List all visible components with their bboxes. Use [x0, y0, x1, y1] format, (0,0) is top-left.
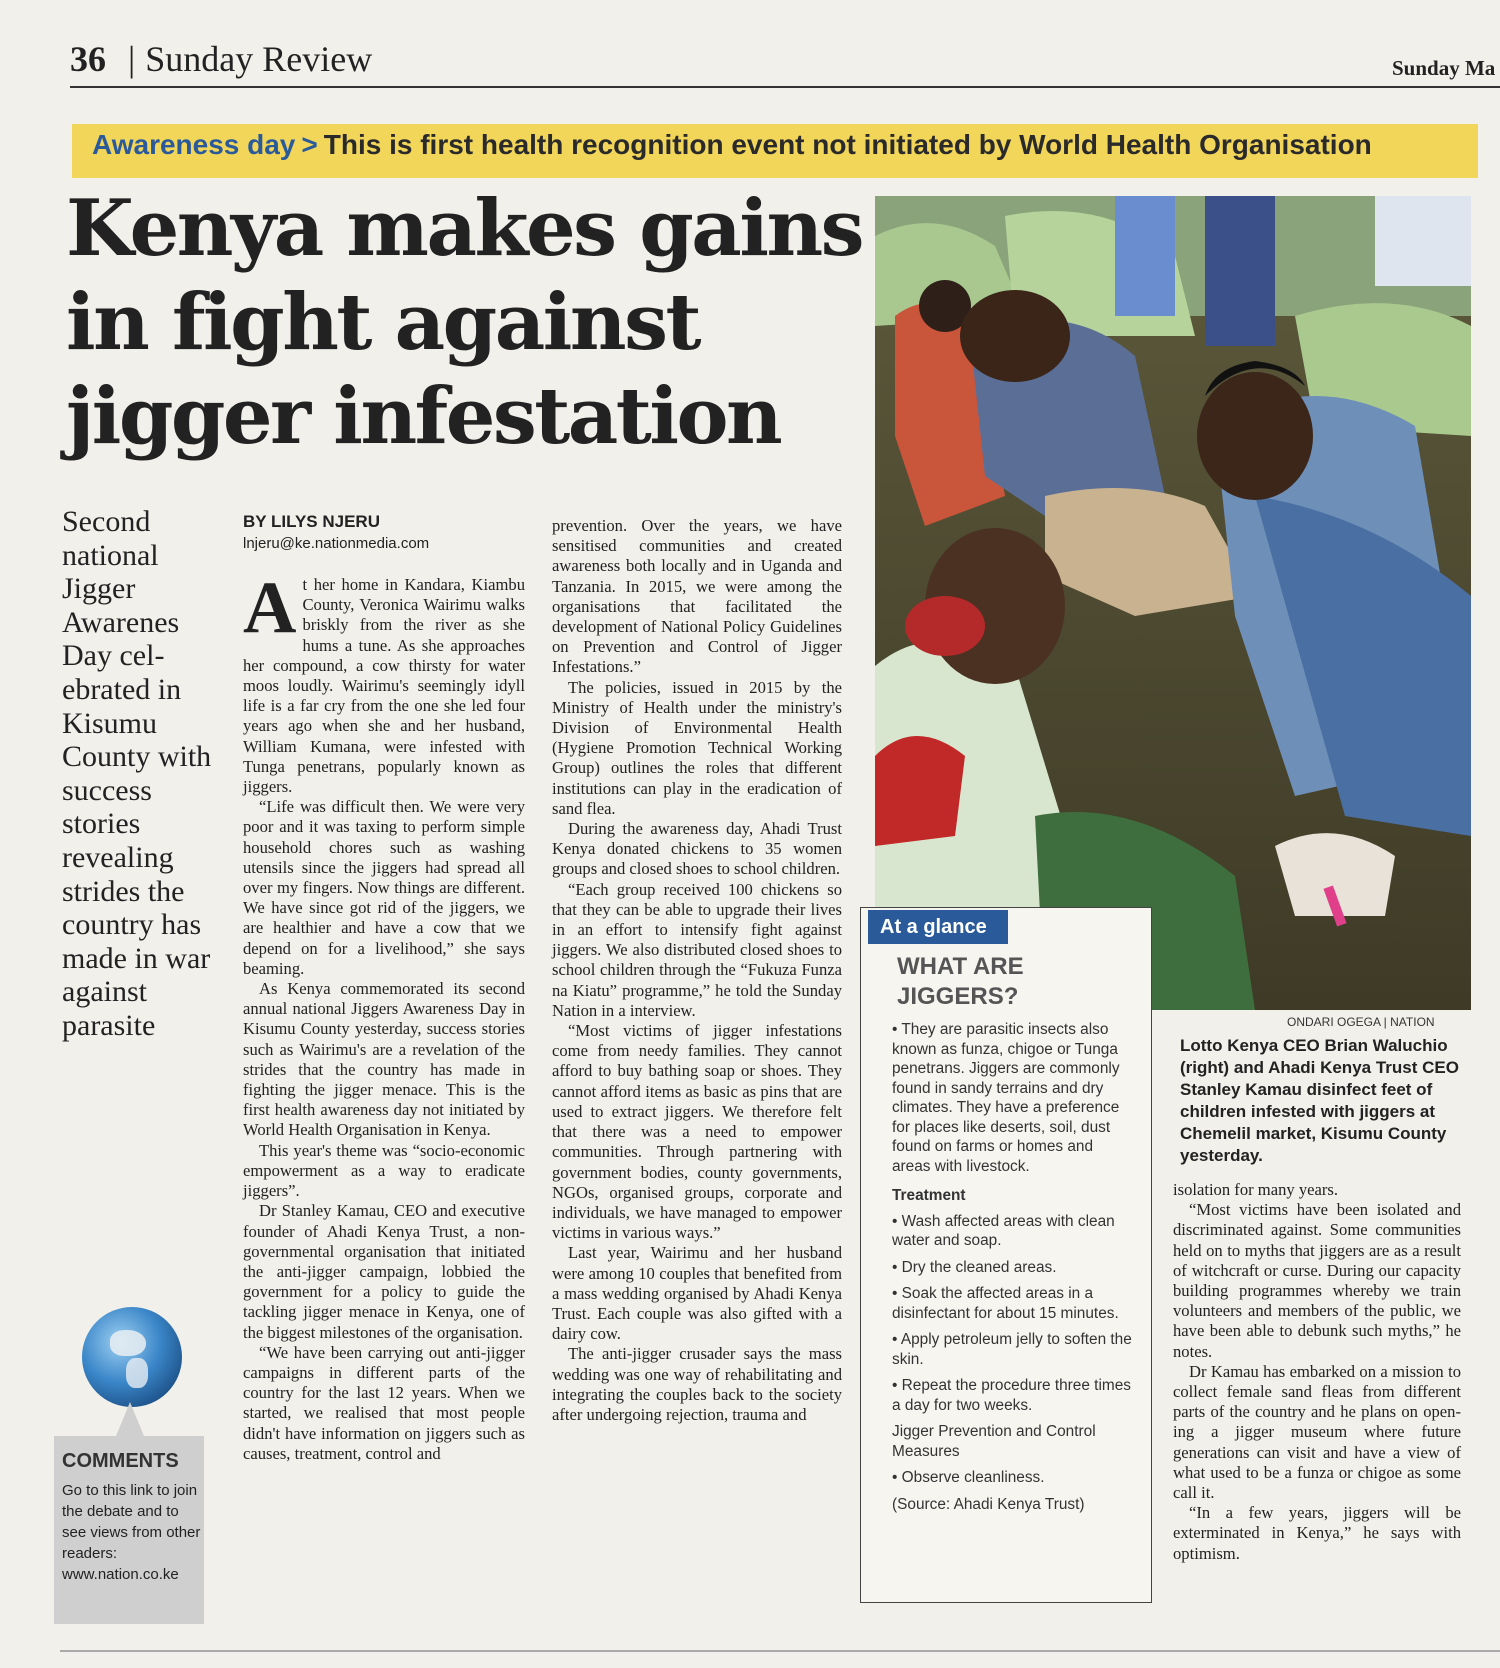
at-a-glance-tab: At a glance — [868, 910, 1008, 944]
article-paragraph: “Most victims of jigger infestations come from needy families. They cannot afford to buy bathing soap or shoes. They cannot afford items as basic as pins that are used to extract jiggers. We therefore felt that there was a need to empower communities. Through partnering with government bodies, county governments, NGOs, organised groups, corporate and individuals, we have managed to empower victims in various ways.” — [552, 1021, 842, 1243]
standfirst: Second national Jigger Awarenes Day celebrated in Kisumu County with success stories revealing strides the country has made in war against parasite — [62, 505, 212, 1042]
strap-main: This is first health recognition event not initiated by World Health Organisation — [323, 129, 1372, 160]
at-a-glance-body — [892, 1020, 1132, 1521]
article-paragraph: prevention. Over the years, we have sensitised communities and created awareness both locally and in Uganda and Tanzania. In 2015, we were among the organisations that facilitated the development of National Policy Guidelines on Prevention and Control of Jigger Infestations.” — [552, 516, 842, 677]
byline: BY LILYS NJERU — [243, 512, 380, 531]
prevention-item: • Observe cleanliness. — [892, 1469, 1045, 1486]
strap-arrow: > — [301, 129, 318, 160]
news-photo — [875, 196, 1471, 1010]
article-paragraph: Dr Stanley Kamau, CEO and executive founder of Ahadi Kenya Trust, a non-governmental organisation that initiated the anti-jigger campaign, lobbied the government for a policy to guide the tackling jigger menace in Kenya, one of the biggest milestones of the organisation. — [243, 1201, 525, 1342]
headline-line-1: Kenya makes gains — [66, 183, 863, 274]
strap-text — [92, 129, 1372, 161]
treatment-step: • Wash affected areas with clean water and soap. — [892, 1212, 1115, 1249]
section-name — [128, 38, 372, 80]
article-paragraph: The anti-jigger crusader says the mass wedding was one way of rehabilitating and integrating the couples back to the society after undergoing rejection, trauma and — [552, 1344, 842, 1424]
article-paragraph: “Life was difficult then. We were very poor and it was taxing to perform simple household chores such as washing utensils since the jiggers had spread all over my fingers. Now things are different. We have since got rid of the jiggers, we are healthier and have a cow that we depend on for a livelihood,” she says beaming. — [243, 797, 525, 978]
article-paragraph: “In a few years, jiggers will be exterminated in Kenya,” he says with optimism. — [1173, 1503, 1461, 1563]
article-paragraph: “Most victims have been isolated and discriminated against. Some communities held on to myths that jiggers are as a result of witchcraft or curse. During our capacity building programmes whereby we train volunteers and members of the public, we have been able to debunk such myths,” he notes. — [1173, 1200, 1461, 1361]
photo-credit: ONDARI OGEGA | NATION — [1287, 1015, 1435, 1029]
article-paragraph: The policies, issued in 2015 by the Ministry of Health under the ministry's Division of Environmental Health (Hygiene Promotion Technical Working Group) outlines the roles that different institutions can play in the eradication of sand flea. — [552, 677, 842, 818]
treatment-step: • Apply petroleum jelly to soften the skin. — [892, 1331, 1132, 1368]
at-a-glance-title: WHAT ARE JIGGERS? — [897, 953, 1024, 1010]
globe-landmass — [126, 1358, 148, 1388]
article-column-2 — [552, 516, 842, 1425]
prevention-heading: Jigger Prevention and Control Measures — [892, 1423, 1096, 1460]
article-paragraph — [243, 567, 525, 797]
headline-line-3: jigger infestation — [66, 371, 781, 462]
treatment-heading: Treatment — [892, 1187, 966, 1204]
treatment-step: • Soak the affected areas in a disinfectant for about 15 minutes. — [892, 1285, 1119, 1322]
article-paragraph: During the awareness day, Ahadi Trust Kenya donated chickens to 35 women groups and closed shoes to school children. — [552, 819, 842, 879]
author-email[interactable]: lnjeru@ke.nationmedia.com — [243, 535, 430, 552]
treatment-step: • Dry the cleaned areas. — [892, 1258, 1057, 1276]
comments-title: COMMENTS — [62, 1450, 179, 1472]
glance-source: (Source: Ahadi Kenya Trust) — [892, 1495, 1085, 1513]
article-paragraph: isolation for many years. — [1173, 1180, 1338, 1199]
header-rule — [70, 86, 1500, 88]
paragraph-text: t her home in Kandara, Kiambu County, Veronica Wairimu walks briskly from the river as she hums a tune. As she approaches her compound, a cow thirsty for water moos loudly. Wairimu's seemingly idyll life is a far cry from the one she led four years ago when she and her husband, William Kumana, were infested with Tunga penetrans, popularly known as jiggers. — [243, 575, 525, 797]
section-label: Sunday Review — [145, 39, 373, 79]
article-paragraph: “Each group received 100 chickens so that they can be able to upgrade their lives in an effort to intensify fight against jiggers. We also distributed closed shoes to school children through the “Fukuza Funza na Kiatu” programme,” he told the Sunday Nation in a interview. — [552, 879, 842, 1020]
treatment-step: • Repeat the procedure three times a day for two weeks. — [892, 1377, 1131, 1414]
photo-illustration — [875, 196, 1471, 1010]
photo-caption: Lotto Kenya CEO Brian Waluchio (right) and Ahadi Kenya Trust CEO Stanley Kamau disinfect feet of children infested with jiggers at Chemelil market, Kisumu County yesterday. — [1180, 1036, 1459, 1165]
page-bottom-rule — [60, 1650, 1500, 1652]
glance-intro: • They are parasitic insects also known as funza, chigoe or Tunga penetrans. Jiggers are commonly found in sandy terrains and dry climates. They have a preference for places like deserts, soil, dust found on farms or homes and areas with livestock. — [892, 1021, 1120, 1175]
article-paragraph: This year's theme was “socio-economic empowerment as a way to eradicate jiggers”. — [243, 1140, 525, 1201]
page-number: 36 — [70, 39, 106, 79]
globe-icon — [82, 1307, 182, 1407]
masthead: Sunday Ma — [1392, 56, 1496, 80]
drop-cap: A — [243, 567, 297, 649]
article-column-1 — [243, 567, 525, 1464]
globe-landmass — [110, 1330, 146, 1356]
article-paragraph: As Kenya commemorated its second annual national Jiggers Awareness Day in Kisumu County yesterday, success stories such as Wairimu's are a revelation of the strides that the country has made in fighting the jigger menace. This is the first health awareness day not initiated by World Health Organisation in Kenya. — [243, 979, 525, 1140]
article-paragraph: Last year, Wairimu and her husband were among 10 couples that benefited from a mass wedding organised by Ahadi Kenya Trust. Each couple was also gifted with a dairy cow. — [552, 1243, 842, 1344]
strap-kicker: Awareness day — [92, 129, 296, 160]
section-divider: | — [128, 39, 136, 79]
article-paragraph: “We have been carrying out anti-jigger campaigns in different parts of the country for the last 12 years. When we started, we realised that most people didn't have information on jiggers such as causes, treatment, control and — [243, 1342, 525, 1463]
comments-link-text[interactable]: Go to this link to join the debate and to see views from other readers: www.nation.co.ke — [62, 1482, 201, 1583]
article-paragraph: Dr Kamau has embarked on a mission to collect female sand fleas from different parts of the country and he plans on opening a jigger museum where future generations can visit and have a view of what used to be a funza or chigoe as some call it. — [1173, 1361, 1461, 1503]
comments-pointer — [116, 1402, 144, 1436]
headline — [66, 182, 863, 464]
article-column-3 — [1173, 1180, 1461, 1564]
headline-line-2: in fight against — [66, 277, 700, 368]
